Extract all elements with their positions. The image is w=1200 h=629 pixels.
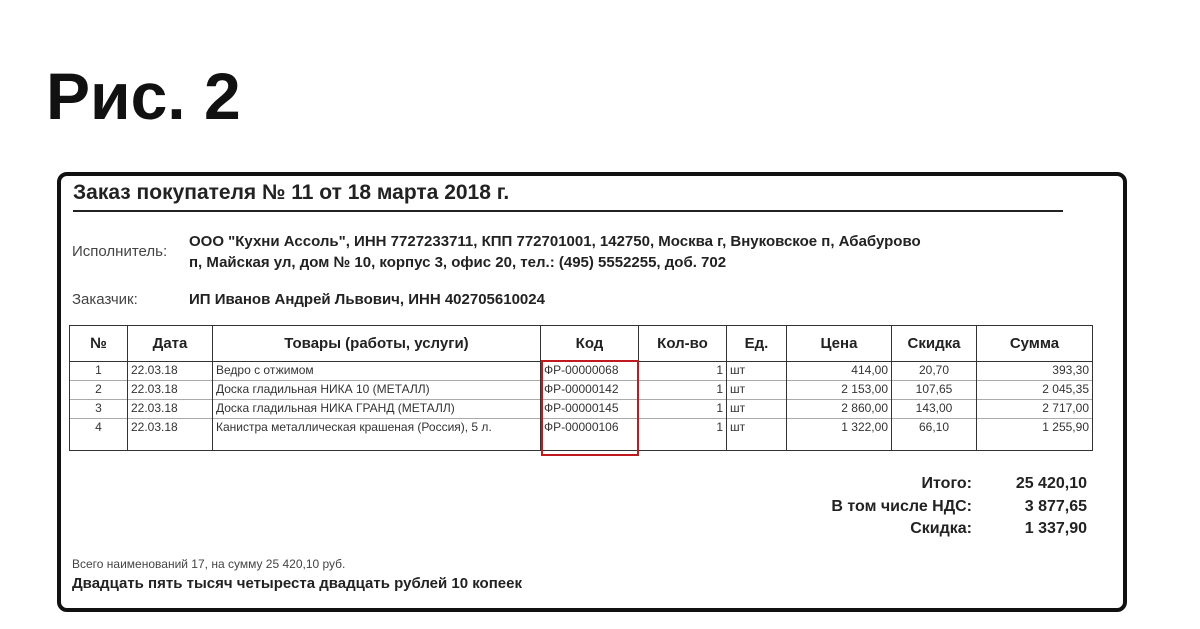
executor-value — [189, 231, 921, 273]
cell-code: ФР-00000106 — [541, 419, 639, 451]
table-header-row — [70, 326, 1093, 362]
discount-label: Скидка: — [910, 520, 972, 537]
cell-unit: шт — [727, 362, 787, 381]
cell-date: 22.03.18 — [128, 400, 213, 419]
table-row — [70, 400, 1093, 419]
cell-sum: 2 045,35 — [977, 381, 1093, 400]
executor-line-2: п, Майская ул, дом № 10, корпус 3, офис 20, тел.: (495) 5552255, доб. 702 — [189, 254, 727, 271]
amount-in-words: Двадцать пять тысяч четыреста двадцать рублей 10 копеек — [72, 575, 522, 592]
total-label: Итого: — [921, 475, 972, 492]
cell-unit: шт — [727, 400, 787, 419]
document-title: Заказ покупателя № 11 от 18 марта 2018 г. — [73, 178, 1063, 212]
cell-qty: 1 — [639, 362, 727, 381]
cell-qty: 1 — [639, 381, 727, 400]
cell-unit: шт — [727, 381, 787, 400]
vat-row — [831, 496, 1087, 519]
col-header-unit: Ед. — [727, 326, 787, 362]
cell-discount: 20,70 — [892, 362, 977, 381]
cell-price: 1 322,00 — [787, 419, 892, 451]
table-row — [70, 381, 1093, 400]
cell-number: 1 — [70, 362, 128, 381]
discount-value: 1 337,90 — [1024, 520, 1087, 537]
cell-price: 2 153,00 — [787, 381, 892, 400]
vat-label: В том числе НДС: — [831, 497, 972, 515]
totals-block — [831, 473, 1087, 541]
cell-discount: 107,65 — [892, 381, 977, 400]
col-header-goods: Товары (работы, услуги) — [213, 326, 541, 362]
cell-number: 2 — [70, 381, 128, 400]
cell-goods: Доска гладильная НИКА ГРАНД (МЕТАЛЛ) — [213, 400, 541, 419]
col-header-price: Цена — [787, 326, 892, 362]
cell-code: ФР-00000142 — [541, 381, 639, 400]
cell-qty: 1 — [639, 419, 727, 451]
cell-price: 414,00 — [787, 362, 892, 381]
discount-row — [831, 518, 1087, 541]
cell-goods: Ведро с отжимом — [213, 362, 541, 381]
cell-date: 22.03.18 — [128, 362, 213, 381]
cell-date: 22.03.18 — [128, 381, 213, 400]
cell-price: 2 860,00 — [787, 400, 892, 419]
cell-sum: 393,30 — [977, 362, 1093, 381]
cell-date: 22.03.18 — [128, 419, 213, 451]
cell-discount: 143,00 — [892, 400, 977, 419]
vat-value: 3 877,65 — [1024, 497, 1087, 515]
cell-code: ФР-00000145 — [541, 400, 639, 419]
total-row — [831, 473, 1087, 496]
col-header-date: Дата — [128, 326, 213, 362]
col-header-number: № — [70, 326, 128, 362]
cell-number: 4 — [70, 419, 128, 451]
cell-goods: Канистра металлическая крашеная (Россия), 5 л. — [213, 419, 541, 451]
items-count-summary: Всего наименований 17, на сумму 25 420,10 руб. — [72, 557, 346, 571]
executor-line-1: ООО "Кухни Ассоль", ИНН 7727233711, КПП 772701001, 142750, Москва г, Внуковское п, Абабурово — [189, 233, 921, 250]
col-header-qty: Кол-во — [639, 326, 727, 362]
items-table — [69, 325, 1093, 451]
executor-label: Исполнитель: — [72, 243, 168, 260]
col-header-code: Код — [541, 326, 639, 362]
cell-sum: 1 255,90 — [977, 419, 1093, 451]
col-header-sum: Сумма — [977, 326, 1093, 362]
cell-qty: 1 — [639, 400, 727, 419]
customer-value: ИП Иванов Андрей Львович, ИНН 402705610024 — [189, 291, 545, 308]
col-header-discount: Скидка — [892, 326, 977, 362]
total-value: 25 420,10 — [1015, 475, 1087, 492]
cell-goods: Доска гладильная НИКА 10 (МЕТАЛЛ) — [213, 381, 541, 400]
cell-sum: 2 717,00 — [977, 400, 1093, 419]
cell-code: ФР-00000068 — [541, 362, 639, 381]
customer-label: Заказчик: — [72, 291, 138, 308]
figure-label: Рис. 2 — [46, 59, 241, 133]
cell-unit: шт — [727, 419, 787, 451]
cell-discount: 66,10 — [892, 419, 977, 451]
table-row — [70, 362, 1093, 381]
table-row — [70, 419, 1093, 451]
cell-number: 3 — [70, 400, 128, 419]
